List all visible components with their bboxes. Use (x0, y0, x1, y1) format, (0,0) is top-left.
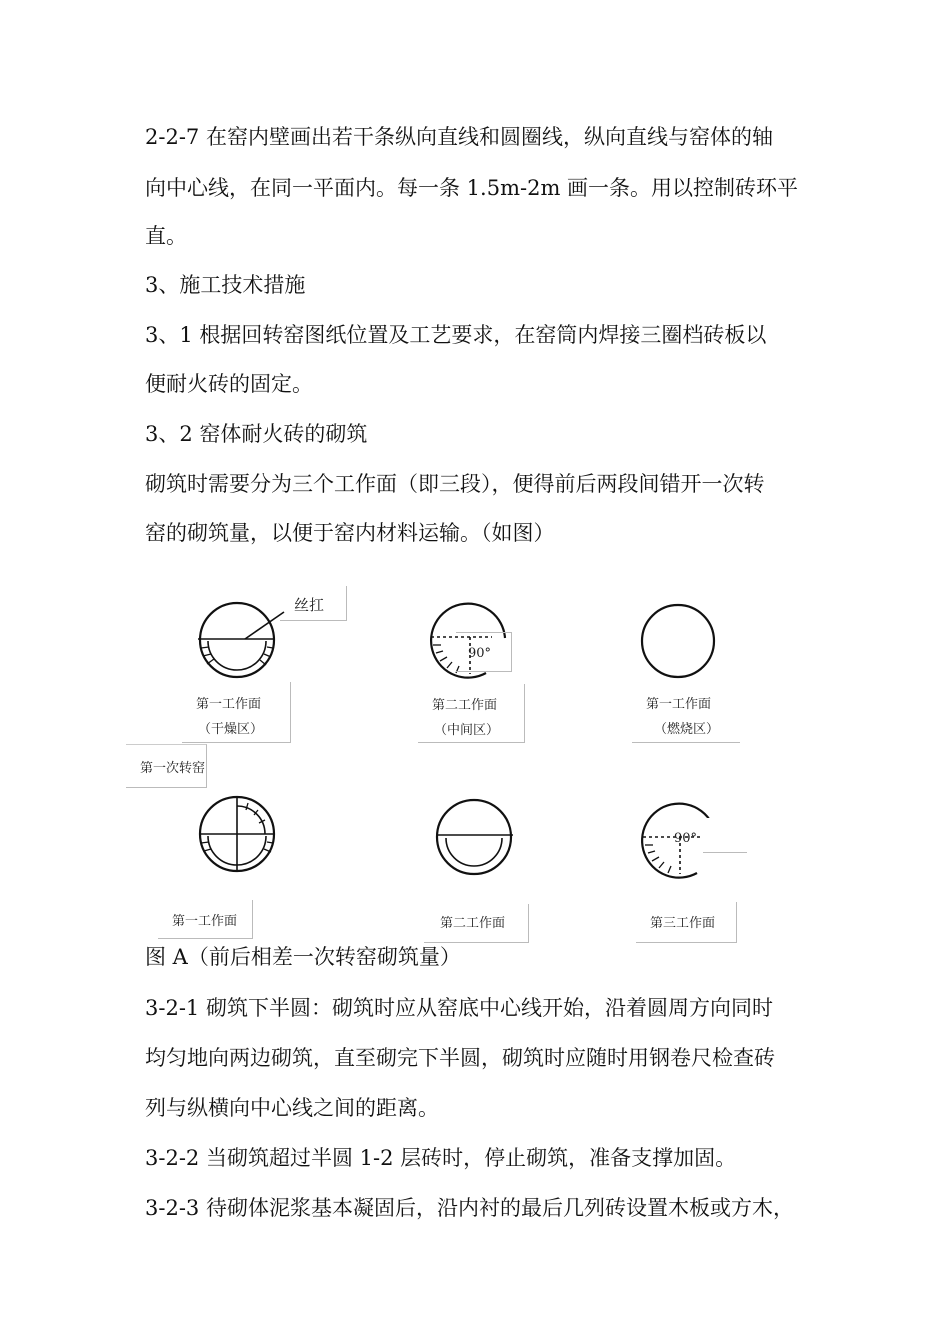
paragraph-line: 3-2-3 待砌体泥浆基本凝固后，沿内衬的最后几列砖设置木板或方木， (145, 1196, 794, 1220)
paragraph-line: 2-2-7 在窑内壁画出若干条纵向直线和圆圈线，纵向直线与窑体的轴 (145, 125, 773, 149)
kiln-circle-face-2-rotated (437, 800, 513, 874)
paragraph-line: 直。 (145, 224, 187, 248)
angle-label-bottom: 90° (674, 831, 698, 846)
paragraph-line: 列与纵横向中心线之间的距离。 (145, 1096, 439, 1120)
paragraph-line: 便耐火砖的固定。 (145, 372, 313, 396)
angle-label-top: 90° (468, 646, 492, 661)
figure-caption: 图 A（前后相差一次转窑砌筑量） (145, 945, 461, 969)
paragraph-line: 向中心线，在同一平面内。每一条 1.5m-2m 画一条。用以控制砖环平 (145, 176, 799, 200)
paragraph-line: 窑的砌筑量，以便于窑内材料运输。（如图） (145, 521, 555, 545)
zone-label-drying: （干燥区） (198, 722, 264, 737)
face-label-1: 第一工作面 (196, 697, 262, 712)
screw-label: 丝扛 (294, 596, 325, 614)
zone-label-burning: （燃烧区） (654, 722, 720, 737)
face-label-row2-2: 第二工作面 (440, 916, 506, 931)
kiln-circle-face-1-rotated (200, 797, 274, 871)
zone-label-middle: （中间区） (434, 723, 500, 738)
face-label-row2-1: 第一工作面 (172, 914, 238, 929)
subsection-heading: 3、2 窑体耐火砖的砌筑 (145, 422, 368, 446)
face-label-2: 第二工作面 (432, 698, 498, 713)
kiln-circle-burning-zone (642, 605, 714, 677)
angle-label-box (703, 818, 747, 853)
face-label-row2-3: 第三工作面 (650, 916, 716, 931)
face-label-3: 第一工作面 (646, 697, 712, 712)
paragraph-line: 均匀地向两边砌筑，直至砌完下半圆，砌筑时应随时用钢卷尺检查砖 (145, 1046, 775, 1070)
paragraph-line: 砌筑时需要分为三个工作面（即三段），便得前后两段间错开一次转 (145, 472, 765, 496)
paragraph-line: 3-2-1 砌筑下半圆：砌筑时应从窑底中心线开始，沿着圆周方向同时 (145, 996, 773, 1020)
rotation-label: 第一次转窑 (140, 761, 206, 776)
section-heading: 3、施工技术措施 (145, 273, 306, 297)
paragraph-line: 3-2-2 当砌筑超过半圆 1-2 层砖时，停止砌筑，准备支撑加固。 (145, 1146, 737, 1170)
paragraph-line: 3、1 根据回转窑图纸位置及工艺要求，在窑筒内焊接三圈档砖板以 (145, 323, 767, 347)
kiln-circle-drying-zone (198, 603, 284, 677)
